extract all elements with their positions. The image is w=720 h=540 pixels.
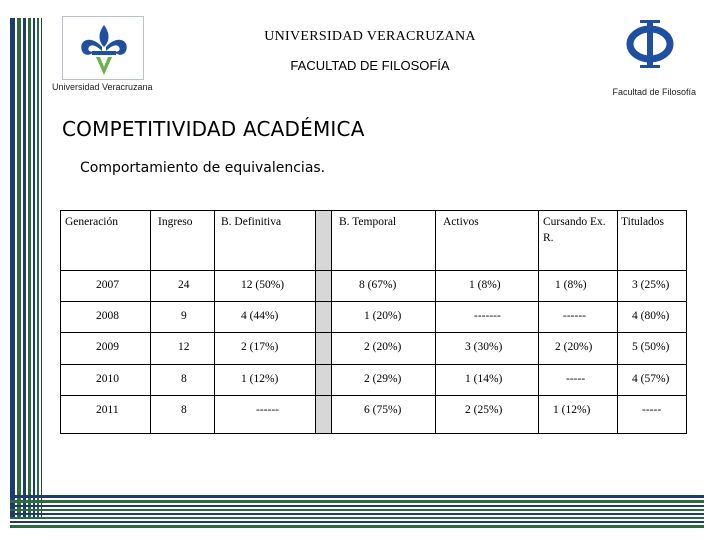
bottom-stripe [10, 495, 704, 498]
left-stripe [37, 18, 39, 518]
table-cell: 12 (50%) [241, 279, 285, 291]
table-cell: ------- [474, 310, 501, 322]
table-cell: 8 (67%) [359, 279, 397, 291]
column-divider [435, 211, 436, 433]
row-divider [61, 270, 686, 271]
bottom-stripe [10, 521, 704, 523]
bottom-stripe [10, 517, 704, 519]
row-divider [61, 364, 686, 365]
bottom-stripe [10, 525, 704, 528]
row-divider [61, 332, 686, 333]
right-logo-caption: Facultad de Filosofía [612, 87, 696, 97]
left-stripe [33, 18, 35, 518]
header-titulados: Titulados [621, 216, 665, 228]
table-cell: 2008 [96, 310, 119, 322]
table-cell: 4 (80%) [632, 310, 670, 322]
bottom-stripe [10, 500, 704, 503]
table-cell: ----- [566, 373, 586, 385]
table-cell: 1 (8%) [555, 279, 587, 291]
faculty-title: FACULTAD DE FILOSOFÍA [290, 58, 450, 73]
column-divider [214, 211, 215, 433]
table-cell: 4 (57%) [632, 373, 670, 385]
left-stripe [41, 18, 42, 518]
header-ingreso: Ingreso [158, 216, 193, 228]
left-stripe [10, 18, 15, 518]
table-cell: 3 (25%) [632, 279, 670, 291]
table-cell: 1 (8%) [469, 279, 501, 291]
page-title: COMPETITIVIDAD ACADÉMICA [62, 117, 365, 141]
table-cell: 4 (44%) [241, 310, 279, 322]
page-subtitle: Comportamiento de equivalencias. [80, 160, 326, 176]
table-cell: ----- [642, 404, 662, 416]
table-cell: 2007 [96, 279, 119, 291]
table-cell: 6 (75%) [364, 404, 402, 416]
bottom-stripe [10, 513, 704, 515]
left-logo-caption: Universidad Veracruzana [52, 82, 153, 92]
table-cell: 1 (14%) [465, 373, 503, 385]
table-cell: 8 [181, 373, 187, 385]
shaded-column [315, 211, 331, 433]
table-cell: 24 [178, 279, 190, 291]
table-cell: 2 (25%) [465, 404, 503, 416]
column-divider [617, 211, 618, 433]
university-title: UNIVERSIDAD VERACRUZANA [264, 29, 476, 44]
left-stripe [28, 18, 31, 518]
column-divider [538, 211, 539, 433]
bottom-stripe [10, 505, 704, 507]
header-activos: Activos [443, 216, 479, 228]
phi-logo-icon [618, 14, 682, 78]
table-cell: 1 (12%) [553, 404, 591, 416]
table-cell: 2 (20%) [555, 341, 593, 353]
column-divider [150, 211, 151, 433]
header-b-temporal: B. Temporal [339, 216, 397, 228]
bottom-stripe [10, 509, 704, 511]
header-cursando: Cursando Ex. R. [543, 216, 606, 244]
table-cell: 2 (29%) [364, 373, 402, 385]
fleur-de-lis-logo-icon [72, 21, 136, 77]
table-cell: 2 (20%) [364, 341, 402, 353]
equivalencias-table [60, 210, 687, 434]
table-cell: ------ [563, 310, 586, 322]
header-b-definitiva: B. Definitiva [221, 216, 282, 228]
table-cell: 1 (12%) [241, 373, 279, 385]
table-cell: 1 (20%) [364, 310, 402, 322]
column-divider [331, 211, 332, 433]
faculty-logo [618, 14, 682, 83]
left-stripe [17, 18, 21, 518]
header-generacion: Generación [65, 216, 118, 228]
table-cell: 2011 [96, 404, 119, 416]
table-cell: 2010 [96, 373, 119, 385]
left-stripe [23, 18, 26, 518]
table-cell: ------ [256, 404, 279, 416]
row-divider [61, 301, 686, 302]
table-cell: 12 [178, 341, 190, 353]
table-cell: 3 (30%) [465, 341, 503, 353]
table-cell: 2009 [96, 341, 119, 353]
table-cell: 2 (17%) [241, 341, 279, 353]
column-divider [315, 211, 316, 433]
table-cell: 5 (50%) [632, 341, 670, 353]
table-cell: 8 [181, 404, 187, 416]
row-divider [61, 395, 686, 396]
university-logo [62, 16, 144, 80]
table-cell: 9 [181, 310, 187, 322]
